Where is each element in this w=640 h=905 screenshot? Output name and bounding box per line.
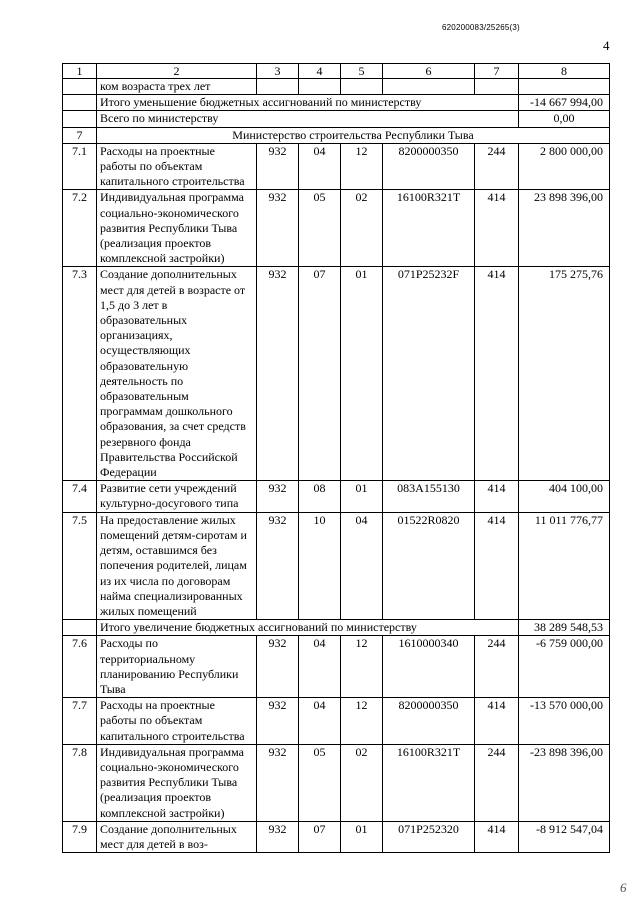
column-header: 4 xyxy=(299,64,341,79)
expense-name-cell: На предоставление жилых помещений детям-сиротам и детям, оставшимся без попечения родителей, лицам из их числа по договорам найма специализированных жилых помещений xyxy=(97,512,257,619)
total-increase-label: Итого увеличение бюджетных ассигнований по министерству xyxy=(97,620,519,636)
expense-type-cell: 414 xyxy=(475,267,519,481)
table-row xyxy=(63,481,610,512)
target-article-cell: 1610000340 xyxy=(383,636,475,698)
amount-cell: 404 100,00 xyxy=(519,481,610,512)
table-row xyxy=(63,821,610,852)
target-article-cell: 8200000350 xyxy=(383,698,475,745)
ministry-code-cell: 932 xyxy=(257,512,299,619)
subsection-code-cell: 01 xyxy=(341,821,383,852)
continuation-text: ком возраста трех лет xyxy=(97,79,257,95)
expense-name-cell: Расходы на проектные работы по объектам капитального строительства xyxy=(97,143,257,190)
total-ministry-value: 0,00 xyxy=(519,111,610,127)
section-code-cell: 07 xyxy=(299,821,341,852)
ministry-code-cell: 932 xyxy=(257,481,299,512)
ministry-code-cell: 932 xyxy=(257,267,299,481)
ministry-code-cell: 932 xyxy=(257,636,299,698)
amount-cell: 23 898 396,00 xyxy=(519,190,610,267)
expense-name-cell: Создание дополнительных мест для детей в воз- xyxy=(97,821,257,852)
total-ministry-row xyxy=(63,111,610,127)
row-number-cell: 7.3 xyxy=(63,267,97,481)
table-row xyxy=(63,744,610,821)
section-code-cell: 05 xyxy=(299,190,341,267)
row-number-cell: 7.6 xyxy=(63,636,97,698)
row-number-cell: 7.8 xyxy=(63,744,97,821)
section-number: 7 xyxy=(63,127,97,143)
row-number-cell: 7.5 xyxy=(63,512,97,619)
target-article-cell: 071P25232F xyxy=(383,267,475,481)
column-header: 3 xyxy=(257,64,299,79)
expense-name-cell: Расходы на проектные работы по объектам капитального строительства xyxy=(97,698,257,745)
subsection-code-cell: 02 xyxy=(341,744,383,821)
column-header: 2 xyxy=(97,64,257,79)
expense-name-cell: Индивидуальная программа социально-экономического развития Республики Тыва (реализация проектов комплексной застройки) xyxy=(97,744,257,821)
row-number-cell: 7.4 xyxy=(63,481,97,512)
subsection-code-cell: 02 xyxy=(341,190,383,267)
expense-type-cell: 244 xyxy=(475,744,519,821)
subsection-code-cell: 12 xyxy=(341,143,383,190)
expense-type-cell: 414 xyxy=(475,821,519,852)
row-number-cell: 7.2 xyxy=(63,190,97,267)
section-code-cell: 04 xyxy=(299,698,341,745)
table-row xyxy=(63,143,610,190)
column-header: 6 xyxy=(383,64,475,79)
ministry-code-cell: 932 xyxy=(257,744,299,821)
amount-cell: -13 570 000,00 xyxy=(519,698,610,745)
document-id: 620200083/25265(3) xyxy=(442,23,520,32)
subsection-code-cell: 01 xyxy=(341,267,383,481)
page-number: 4 xyxy=(603,38,610,53)
total-decrease-label: Итого уменьшение бюджетных ассигнований по министерству xyxy=(97,95,519,111)
total-decrease-value: -14 667 994,00 xyxy=(519,95,610,111)
section-code-cell: 10 xyxy=(299,512,341,619)
section-code-cell: 04 xyxy=(299,143,341,190)
ministry-code-cell: 932 xyxy=(257,698,299,745)
row-number-cell: 7.1 xyxy=(63,143,97,190)
subsection-code-cell: 04 xyxy=(341,512,383,619)
expense-type-cell: 244 xyxy=(475,636,519,698)
header-row xyxy=(63,64,610,79)
increase-rows xyxy=(63,143,610,619)
table-row xyxy=(63,190,610,267)
expense-name-cell: Развитие сети учреждений культурно-досугового типа xyxy=(97,481,257,512)
target-article-cell: 071P252320 xyxy=(383,821,475,852)
amount-cell: 175 275,76 xyxy=(519,267,610,481)
expense-type-cell: 414 xyxy=(475,481,519,512)
row-number-cell: 7.9 xyxy=(63,821,97,852)
target-article-cell: 8200000350 xyxy=(383,143,475,190)
expense-type-cell: 244 xyxy=(475,143,519,190)
target-article-cell: 16100R321T xyxy=(383,190,475,267)
continuation-row xyxy=(63,79,610,95)
column-header: 5 xyxy=(341,64,383,79)
table-row xyxy=(63,698,610,745)
total-decrease-row xyxy=(63,95,610,111)
budget-table xyxy=(62,63,610,853)
total-increase-value: 38 289 548,53 xyxy=(519,620,610,636)
total-increase-row xyxy=(63,620,610,636)
table-row xyxy=(63,512,610,619)
expense-name-cell: Расходы по территориальному планированию Республики Тыва xyxy=(97,636,257,698)
ministry-code-cell: 932 xyxy=(257,821,299,852)
ministry-code-cell: 932 xyxy=(257,143,299,190)
table-row xyxy=(63,636,610,698)
decrease-rows xyxy=(63,636,610,853)
expense-type-cell: 414 xyxy=(475,190,519,267)
amount-cell: 2 800 000,00 xyxy=(519,143,610,190)
expense-type-cell: 414 xyxy=(475,512,519,619)
expense-type-cell: 414 xyxy=(475,698,519,745)
section-row xyxy=(63,127,610,143)
section-code-cell: 04 xyxy=(299,636,341,698)
column-header: 7 xyxy=(475,64,519,79)
target-article-cell: 16100R321T xyxy=(383,744,475,821)
section-code-cell: 07 xyxy=(299,267,341,481)
expense-name-cell: Создание дополнительных мест для детей в возрасте от 1,5 до 3 лет в образовательных организациях, осуществляющих образовательную деятельность по образовательным программам дошкольного образования, за счет средств резервного фонда Правительства Российской Федерации xyxy=(97,267,257,481)
table-row xyxy=(63,267,610,481)
subsection-code-cell: 12 xyxy=(341,636,383,698)
amount-cell: 11 011 776,77 xyxy=(519,512,610,619)
subsection-code-cell: 01 xyxy=(341,481,383,512)
expense-name-cell: Индивидуальная программа социально-экономического развития Республики Тыва (реализация проектов комплексной застройки) xyxy=(97,190,257,267)
amount-cell: -6 759 000,00 xyxy=(519,636,610,698)
subsection-code-cell: 12 xyxy=(341,698,383,745)
column-header: 1 xyxy=(63,64,97,79)
column-header: 8 xyxy=(519,64,610,79)
amount-cell: -8 912 547,04 xyxy=(519,821,610,852)
target-article-cell: 01522R0820 xyxy=(383,512,475,619)
total-ministry-label: Всего по министерству xyxy=(97,111,519,127)
section-title: Министерство строительства Республики Тыва xyxy=(97,127,610,143)
section-code-cell: 05 xyxy=(299,744,341,821)
corner-mark: 6 xyxy=(620,880,627,895)
amount-cell: -23 898 396,00 xyxy=(519,744,610,821)
row-number-cell: 7.7 xyxy=(63,698,97,745)
ministry-code-cell: 932 xyxy=(257,190,299,267)
section-code-cell: 08 xyxy=(299,481,341,512)
target-article-cell: 083A155130 xyxy=(383,481,475,512)
